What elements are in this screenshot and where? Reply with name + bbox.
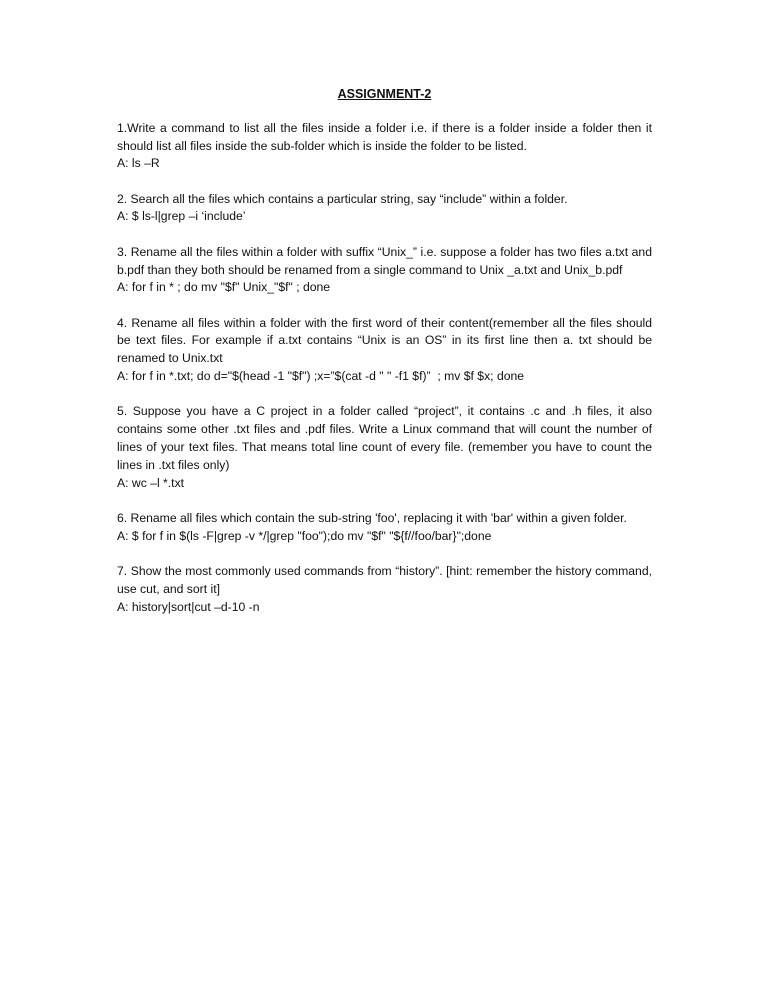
- answer-text: A: for f in *.txt; do d="$(head -1 "$f") ;x=”$(cat -d " " -f1 $f)” ; mv $f $x; done: [117, 369, 525, 384]
- question-5: [117, 403, 652, 492]
- question-6: [117, 510, 652, 546]
- question-text: 5. Suppose you have a C project in a folder called “project”, it contains .c and .h files, it also contains some other .txt files and .pdf files. Write a Linux command that will count the number of lines of your text files. That means total line count of every file. (remember you have to count the lines in .txt files only): [117, 404, 652, 472]
- document-page: [117, 86, 652, 634]
- question-1: [117, 120, 652, 173]
- answer-text: A: for f in * ; do mv "$f" Unix_"$f" ; done: [117, 280, 331, 295]
- document-title: ASSIGNMENT-2: [337, 87, 432, 101]
- question-2: [117, 191, 652, 227]
- answer-text: A: $ ls-l|grep –i ‘include’: [117, 209, 246, 224]
- answer-text: A: history|sort|cut –d-10 -n: [117, 599, 260, 614]
- question-text: 2. Search all the files which contains a particular string, say “include” within a folder.: [117, 191, 568, 206]
- question-text: 3. Rename all the files within a folder with suffix “Unix_” i.e. suppose a folder has two files a.txt and b.pdf than they both should be renamed from a single command to Unix _a.txt and Unix_b.pdf: [117, 244, 652, 277]
- question-4: [117, 315, 652, 386]
- question-text: 7. Show the most commonly used commands from “history”. [hint: remember the history command, use cut, and sort it]: [117, 563, 652, 596]
- answer-text: A: wc –l *.txt: [117, 475, 185, 490]
- answer-text: A: $ for f in $(ls -F|grep -v */|grep "foo");do mv "$f" "${f//foo/bar}";done: [117, 528, 492, 543]
- question-7: [117, 563, 652, 616]
- question-3: [117, 244, 652, 297]
- question-text: 4. Rename all files within a folder with the first word of their content(remember all the files should be text files. For example if a.txt contains “Unix is an OS” in its first line then a. txt should be renamed to Unix.txt: [117, 315, 652, 366]
- answer-text: A: ls –R: [117, 156, 160, 171]
- question-text: 6. Rename all files which contain the sub-string 'foo', replacing it with 'bar' within a given folder.: [117, 510, 627, 525]
- question-text: 1.Write a command to list all the files inside a folder i.e. if there is a folder inside a folder then it should list all files inside the sub-folder which is inside the folder to be listed.: [117, 120, 652, 153]
